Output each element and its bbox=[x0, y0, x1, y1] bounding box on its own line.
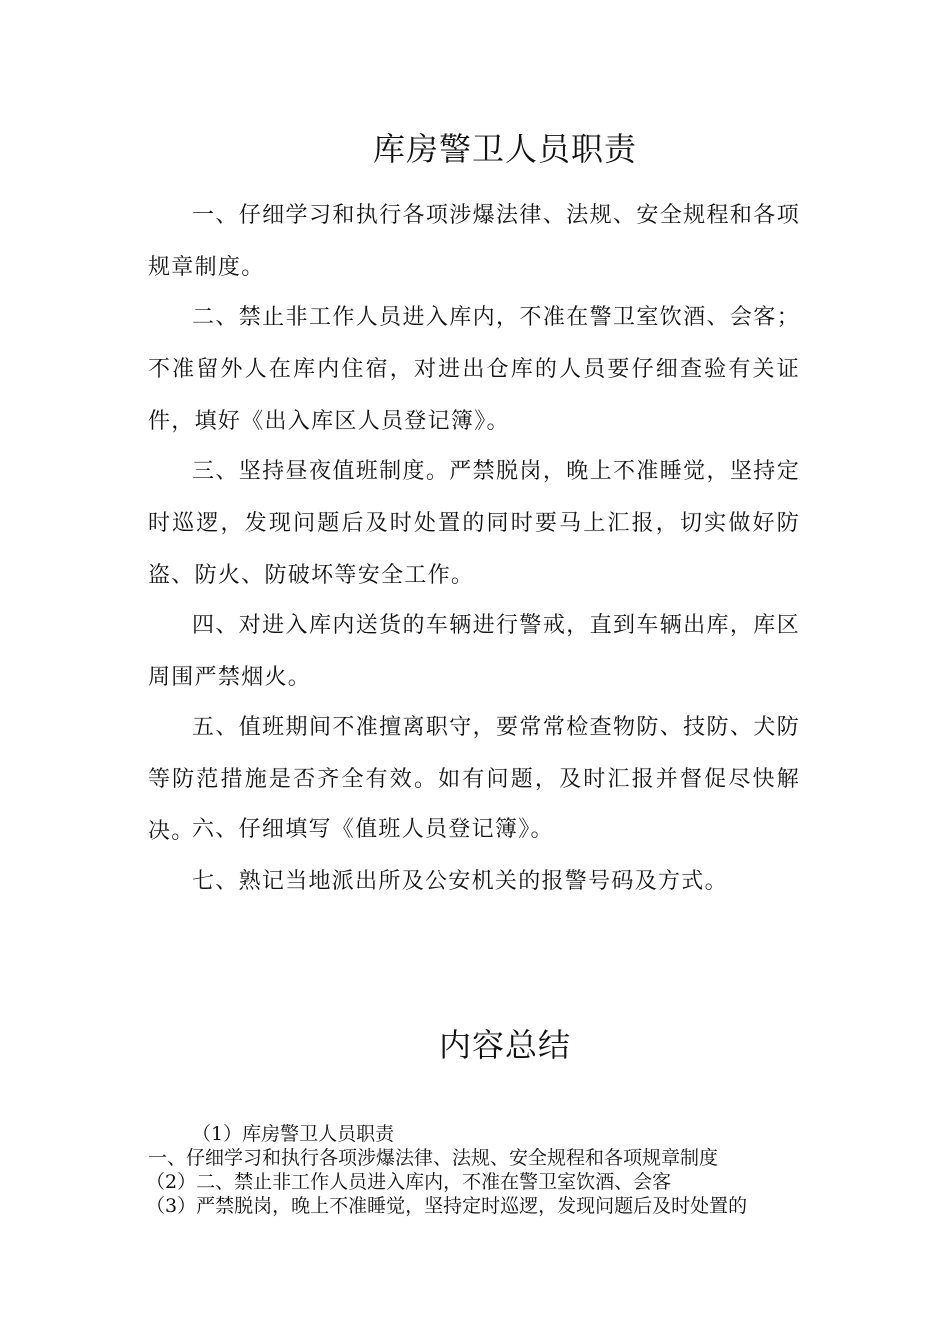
summary-line-3: （2）二、禁止非工作人员进入库内，不准在警卫室饮酒、会客 bbox=[146, 1171, 672, 1193]
duty-paragraph-2: 二、禁止非工作人员进入库内，不准在警卫室饮酒、会客；不准留外人在库内住宿，对进出仓库的人员要仔细查验有关证件，填好《出入库区人员登记簿》。 bbox=[148, 305, 800, 434]
summary-line-1: （1）库房警卫人员职责 bbox=[192, 1123, 395, 1145]
summary-title: 内容总结 bbox=[438, 1026, 571, 1064]
duty-paragraph-3: 三、坚持昼夜值班制度。严禁脱岗，晚上不准睡觉，坚持定时巡逻，发现问题后及时处置的同时要马上汇报，切实做好防盗、防火、防破坏等安全工作。 bbox=[148, 459, 800, 588]
document-title: 库房警卫人员职责 bbox=[372, 130, 637, 168]
duty-paragraph-1: 一、仔细学习和执行各项涉爆法律、法规、安全规程和各项规章制度。 bbox=[148, 203, 800, 280]
duty-paragraph-6: 六、仔细填写《值班人员登记簿》。 bbox=[192, 817, 554, 842]
duty-paragraph-5: 五、值班期间不准擅离职守，要常常检查物防、技防、犬防等防范措施是否齐全有效。如有问题，及时汇报并督促尽快解决。 bbox=[148, 715, 800, 844]
summary-line-2: 一、仔细学习和执行各项涉爆法律、法规、安全规程和各项规章制度 bbox=[148, 1147, 719, 1169]
duty-paragraph-4: 四、对进入库内送货的车辆进行警戒，直到车辆出库，库区周围严禁烟火。 bbox=[148, 613, 800, 690]
duty-paragraph-7: 七、熟记当地派出所及公安机关的报警号码及方式。 bbox=[192, 869, 728, 894]
summary-line-4: （3）严禁脱岗，晚上不准睡觉，坚持定时巡逻，发现问题后及时处置的 bbox=[146, 1195, 748, 1217]
